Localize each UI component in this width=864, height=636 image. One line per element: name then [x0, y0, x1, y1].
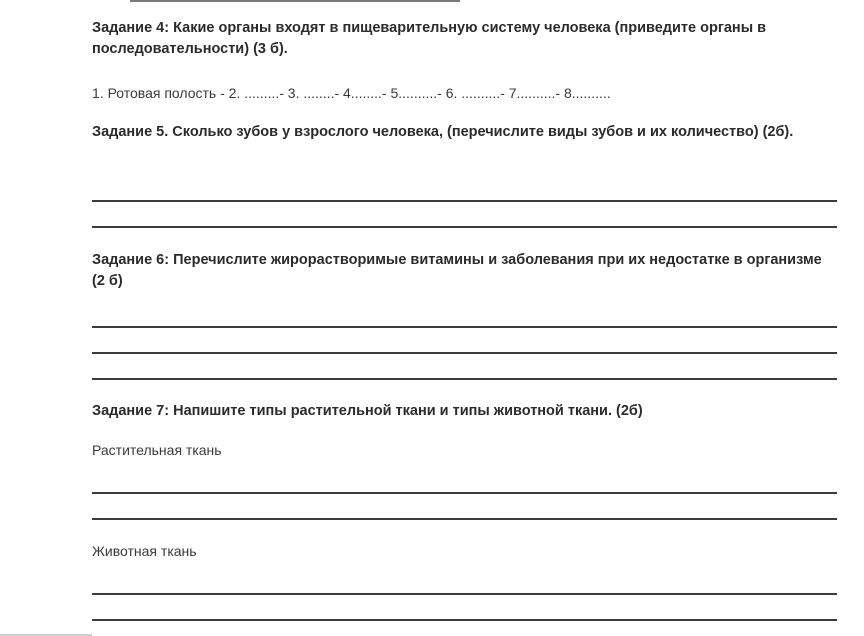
answer-line — [92, 518, 837, 520]
plant-tissue-label: Растительная ткань — [92, 442, 222, 458]
answer-line — [92, 326, 837, 328]
answer-line — [92, 492, 837, 494]
top-divider — [130, 0, 460, 2]
answer-line — [92, 352, 837, 354]
answer-line — [92, 200, 837, 202]
task-4-sequence: 1. Ротовая полость - 2. .........- 3. ........- 4........- 5..........- 6. ..........- 7..........- 8.......... — [92, 85, 611, 101]
answer-line — [92, 619, 837, 621]
animal-tissue-label: Животная ткань — [92, 543, 197, 559]
task-5-title: Задание 5. Сколько зубов у взрослого человека, (перечислите виды зубов и их количество) (2б). — [92, 124, 794, 140]
task-7-title: Задание 7: Напишите типы растительной ткани и типы животной ткани. (2б) — [92, 403, 643, 419]
answer-line — [92, 593, 837, 595]
task-6-title: Задание 6: Перечислите жирорастворимые витамины и заболевания при их недостатке в организме (2 б) — [92, 252, 822, 289]
task-4-title: Задание 4: Какие органы входят в пищеварительную систему человека (приведите органы в последовательности) (3 б). — [92, 20, 767, 57]
answer-line — [92, 226, 837, 228]
answer-line — [92, 378, 837, 380]
